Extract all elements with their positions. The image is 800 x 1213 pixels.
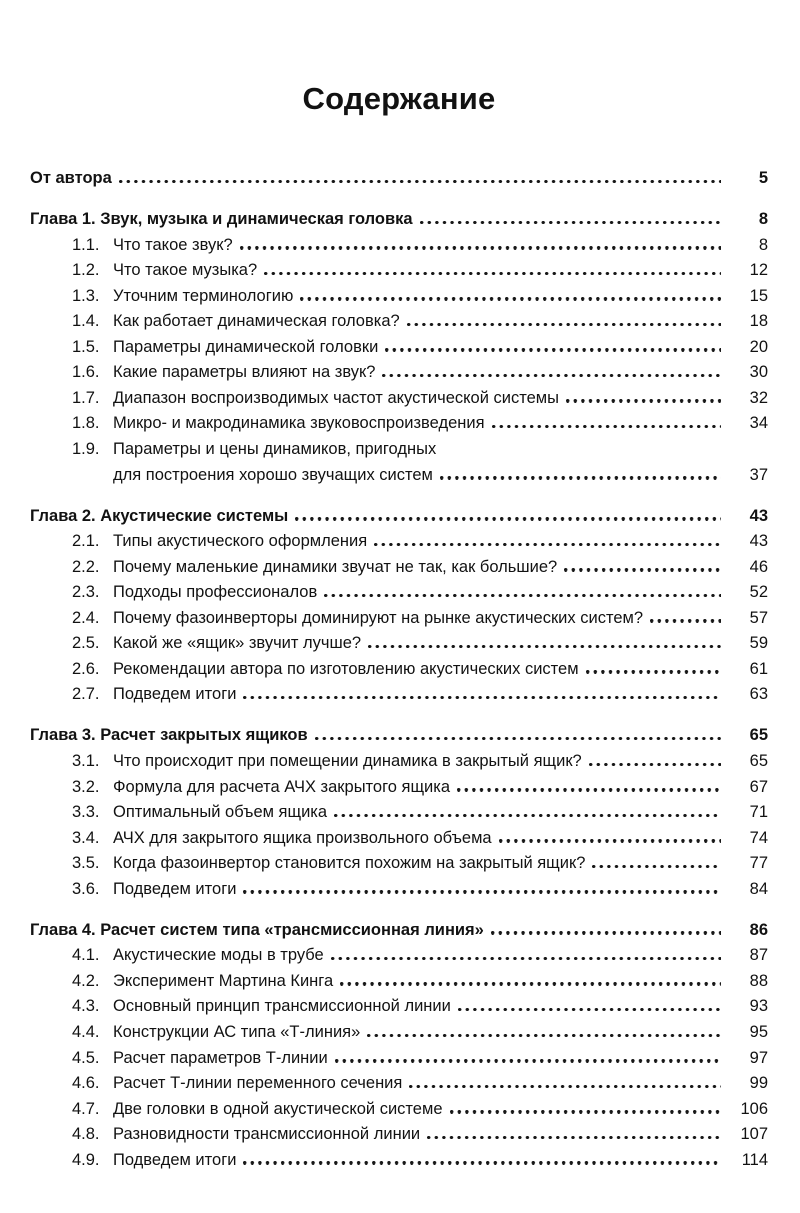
page-title: Содержание <box>302 81 496 116</box>
toc-entry-number: 1.6. <box>72 363 100 382</box>
toc-entry <box>30 880 768 906</box>
toc-entry-number: 3.4. <box>72 828 100 847</box>
toc-entry <box>30 414 768 440</box>
dot-leader <box>264 272 721 275</box>
toc-entry-page: 34 <box>749 414 768 433</box>
toc-entry-page: 61 <box>749 659 768 678</box>
toc-list <box>30 169 768 1176</box>
toc-entry <box>30 169 768 195</box>
toc-entry-label: Подведем итоги <box>113 879 237 898</box>
dot-leader <box>564 568 721 571</box>
toc-entry-page: 84 <box>749 879 768 898</box>
toc-entry-page: 52 <box>749 583 768 602</box>
toc-entry-label: АЧХ для закрытого ящика произвольного объема <box>113 828 492 847</box>
toc-entry-page: 65 <box>749 751 768 770</box>
toc-entry-number: 3.5. <box>72 854 100 873</box>
toc-entry-number: 1.2. <box>72 261 100 280</box>
toc-entry <box>30 210 768 236</box>
toc-entry-label: Разновидности трансмиссионной линии <box>113 1125 421 1144</box>
toc-entry-label: Подведем итоги <box>113 1150 237 1169</box>
toc-entry-number: 1.5. <box>72 337 100 356</box>
toc-entry-label: Как работает динамическая головка? <box>113 312 400 331</box>
dot-leader <box>368 645 721 648</box>
toc-entry-number: 2.3. <box>72 583 100 602</box>
toc-entry-number: 4.3. <box>72 997 100 1016</box>
toc-entry <box>30 532 768 558</box>
toc-entry-label: Что такое звук? <box>113 235 233 254</box>
toc-entry-label: Какой же «ящик» звучит лучше? <box>113 634 362 653</box>
toc-entry <box>30 312 768 338</box>
toc-entry-number: 4.9. <box>72 1150 100 1169</box>
dot-leader <box>409 1085 721 1088</box>
toc-entry-label: Конструкции АС типа «Т-линия» <box>113 1022 361 1041</box>
toc-entry-page: 8 <box>758 235 768 254</box>
toc-entry-page: 106 <box>740 1099 768 1118</box>
toc-entry <box>30 466 768 492</box>
dot-leader <box>315 737 721 740</box>
toc-entry-number: 4.2. <box>72 971 100 990</box>
toc-entry <box>30 778 768 804</box>
toc-entry-label: Почему фазоинверторы доминируют на рынке акустических систем? <box>113 608 644 627</box>
toc-entry <box>30 261 768 287</box>
toc-entry <box>30 1125 768 1151</box>
toc-entry-number: 2.5. <box>72 634 100 653</box>
dot-leader <box>440 476 721 479</box>
toc-entry-page: 30 <box>749 363 768 382</box>
toc-entry-label: Расчет Т-линии переменного сечения <box>113 1074 403 1093</box>
toc-entry <box>30 946 768 972</box>
toc-entry-number: 1.3. <box>72 286 100 305</box>
toc-entry-page: 57 <box>749 608 768 627</box>
toc-entry-page: 63 <box>749 685 768 704</box>
dot-leader <box>407 323 721 326</box>
toc-entry <box>30 921 768 947</box>
toc-entry-page: 97 <box>749 1048 768 1067</box>
toc-entry-number: 1.1. <box>72 235 100 254</box>
toc-entry-label: Уточним терминологию <box>113 286 294 305</box>
toc-entry <box>30 1074 768 1100</box>
dot-leader <box>566 399 721 402</box>
toc-entry-label: Что такое музыка? <box>113 261 258 280</box>
toc-entry-page: 77 <box>749 854 768 873</box>
toc-entry <box>30 440 768 466</box>
dot-leader <box>300 297 721 300</box>
toc-entry-label: Глава 4. Расчет систем типа «трансмиссионная линия» <box>30 920 484 939</box>
toc-entry-number: 4.6. <box>72 1074 100 1093</box>
toc-entry-page: 99 <box>749 1074 768 1093</box>
toc-entry <box>30 1151 768 1177</box>
toc-entry <box>30 558 768 584</box>
dot-leader <box>589 763 721 766</box>
toc-entry-number: 2.2. <box>72 557 100 576</box>
dot-leader <box>295 517 721 520</box>
dot-leader <box>374 543 721 546</box>
toc-entry <box>30 363 768 389</box>
toc-entry-page: 86 <box>749 920 768 939</box>
toc-entry-number: 2.1. <box>72 532 100 551</box>
toc-entry-number: 4.8. <box>72 1125 100 1144</box>
dot-leader <box>331 957 721 960</box>
toc-entry-label: Микро- и макродинамика звуковоспроизведения <box>113 414 485 433</box>
dot-leader <box>586 670 721 673</box>
toc-entry-label: Расчет параметров Т-линии <box>113 1048 328 1067</box>
dot-leader <box>427 1136 721 1139</box>
dot-leader <box>492 425 721 428</box>
dot-leader <box>382 374 721 377</box>
toc-entry <box>30 236 768 262</box>
toc-entry-number: 1.9. <box>72 439 100 458</box>
toc-entry-page: 71 <box>749 803 768 822</box>
toc-entry-page: 46 <box>749 557 768 576</box>
toc-entry-number: 2.7. <box>72 685 100 704</box>
toc-entry-page: 95 <box>749 1022 768 1041</box>
dot-leader <box>324 594 721 597</box>
toc-entry-page: 93 <box>749 997 768 1016</box>
dot-leader <box>457 788 721 791</box>
dot-leader <box>385 348 721 351</box>
dot-leader <box>335 1059 721 1062</box>
toc-entry-label: Глава 1. Звук, музыка и динамическая головка <box>30 210 413 229</box>
toc-entry-label: Подходы профессионалов <box>113 583 318 602</box>
toc-entry-label: Две головки в одной акустической системе <box>113 1099 443 1118</box>
toc-entry-page: 32 <box>749 388 768 407</box>
toc-entry-number: 1.7. <box>72 388 100 407</box>
toc-entry-number: 3.3. <box>72 803 100 822</box>
toc-entry-label: Какие параметры влияют на звук? <box>113 363 376 382</box>
toc-entry-number: 4.7. <box>72 1099 100 1118</box>
toc-entry-page: 15 <box>749 286 768 305</box>
toc-entry-label: От автора <box>30 169 112 187</box>
toc-entry-label: Типы акустического оформления <box>113 532 368 551</box>
toc-entry <box>30 854 768 880</box>
toc-entry-page: 5 <box>758 169 768 187</box>
toc-entry-label: Параметры и цены динамиков, пригодных <box>113 439 437 458</box>
dot-leader <box>119 180 721 183</box>
toc-entry-number: 2.6. <box>72 659 100 678</box>
toc-entry-page: 114 <box>741 1150 768 1169</box>
toc-entry-page: 59 <box>749 634 768 653</box>
toc-entry <box>30 972 768 998</box>
toc-entry-number: 4.5. <box>72 1048 100 1067</box>
toc-entry-number: 2.4. <box>72 608 100 627</box>
toc-entry-label: Рекомендации автора по изготовлению акустических систем <box>113 659 579 678</box>
dot-leader <box>458 1008 721 1011</box>
toc-entry <box>30 389 768 415</box>
toc-entry <box>30 634 768 660</box>
toc-entry-number: 1.4. <box>72 312 100 331</box>
dot-leader <box>499 839 721 842</box>
dot-leader <box>420 221 721 224</box>
toc-entry-label: Основный принцип трансмиссионной линии <box>113 997 451 1016</box>
dot-leader <box>243 890 721 893</box>
dot-leader <box>592 865 721 868</box>
dot-leader <box>367 1034 721 1037</box>
dot-leader <box>243 696 721 699</box>
toc-entry-page: 12 <box>749 261 768 280</box>
toc-entry <box>30 287 768 313</box>
dot-leader <box>240 246 721 249</box>
dot-leader <box>450 1110 721 1113</box>
toc-entry <box>30 660 768 686</box>
dot-leader <box>491 931 721 934</box>
toc-entry <box>30 726 768 752</box>
toc-entry-number: 3.2. <box>72 777 100 796</box>
toc-entry-label: Почему маленькие динамики звучат не так, как большие? <box>113 557 558 576</box>
toc-entry-label: для построения хорошо звучащих систем <box>113 465 433 484</box>
toc-entry-label: Формула для расчета АЧХ закрытого ящика <box>113 777 451 796</box>
toc-entry-page: 43 <box>749 532 768 551</box>
toc-entry-label: Параметры динамической головки <box>113 337 379 356</box>
toc-entry-page: 74 <box>749 828 768 847</box>
toc-entry-label: Глава 2. Акустические системы <box>30 506 289 525</box>
toc-entry <box>30 685 768 711</box>
toc-entry-page: 37 <box>749 465 768 484</box>
toc-entry-page: 43 <box>749 506 768 525</box>
toc-entry-label: Что происходит при помещении динамика в закрытый ящик? <box>113 751 582 770</box>
toc-entry <box>30 1023 768 1049</box>
toc-entry-label: Акустические моды в трубе <box>113 946 324 965</box>
toc-entry-page: 107 <box>740 1125 768 1144</box>
toc-entry-page: 8 <box>758 210 768 229</box>
toc-entry <box>30 507 768 533</box>
toc-entry <box>30 803 768 829</box>
toc-entry-number: 1.8. <box>72 414 100 433</box>
toc-entry-page: 65 <box>749 726 768 745</box>
toc-entry-label: Оптимальный объем ящика <box>113 803 328 822</box>
toc-entry-page: 18 <box>749 312 768 331</box>
toc-entry-number: 4.1. <box>72 946 100 965</box>
toc-entry-page: 87 <box>749 946 768 965</box>
toc-entry-page: 88 <box>749 971 768 990</box>
dot-leader <box>340 982 721 985</box>
dot-leader <box>650 619 721 622</box>
toc-entry-number: 3.1. <box>72 751 100 770</box>
toc-entry-page: 20 <box>749 337 768 356</box>
dot-leader <box>334 814 721 817</box>
toc-entry-label: Подведем итоги <box>113 685 237 704</box>
dot-leader <box>243 1161 721 1164</box>
toc-entry <box>30 752 768 778</box>
toc-entry-label: Эксперимент Мартина Кинга <box>113 971 334 990</box>
toc-entry <box>30 609 768 635</box>
toc-entry <box>30 1100 768 1126</box>
toc-entry-number: 3.6. <box>72 879 100 898</box>
toc-entry-number: 4.4. <box>72 1022 100 1041</box>
toc-entry <box>30 1049 768 1075</box>
toc-entry-label: Когда фазоинвертор становится похожим на закрытый ящик? <box>113 854 586 873</box>
toc-entry <box>30 583 768 609</box>
toc-entry-page: 67 <box>749 777 768 796</box>
toc-entry <box>30 338 768 364</box>
toc-entry-label: Глава 3. Расчет закрытых ящиков <box>30 726 308 745</box>
toc-entry <box>30 829 768 855</box>
toc-entry <box>30 997 768 1023</box>
toc-entry-label: Диапазон воспроизводимых частот акустической системы <box>113 388 559 407</box>
